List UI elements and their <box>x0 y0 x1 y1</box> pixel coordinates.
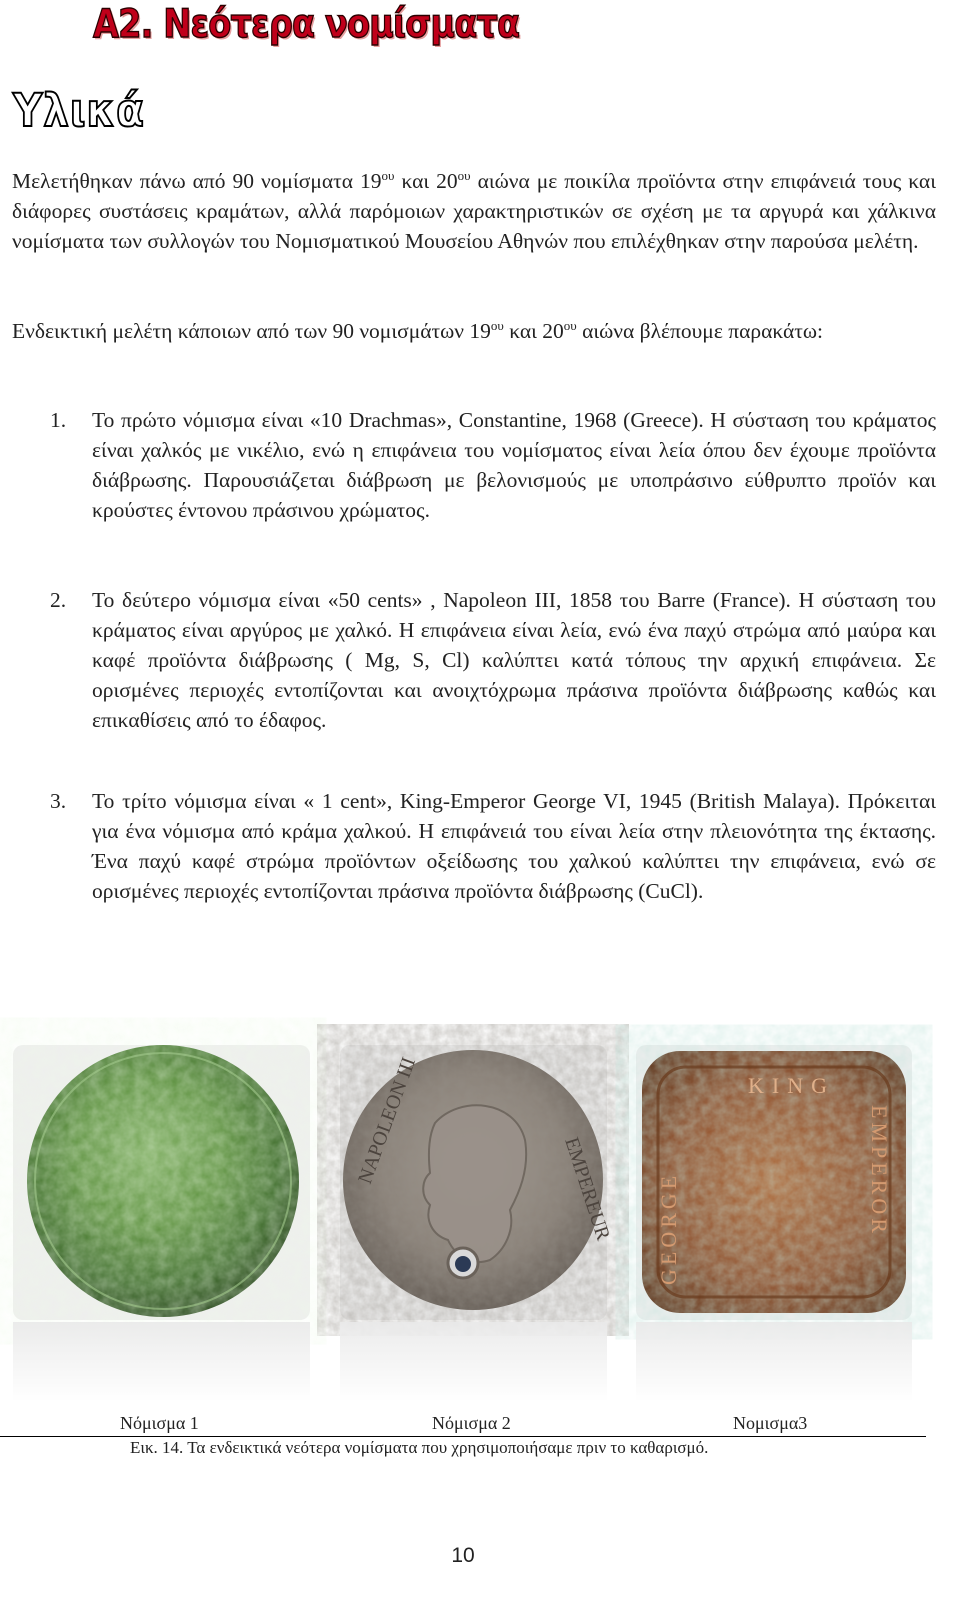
coin-3-legend-top: KING <box>748 1073 835 1098</box>
list-item <box>50 585 936 735</box>
figure-caption: Εικ. 14. Τα ενδεικτικά νεότερα νομίσματα που χρησιμοποιήσαμε πριν το καθαρισμό. <box>130 1438 709 1457</box>
list-number: 3. <box>50 789 67 813</box>
page-number: 10 <box>451 1544 475 1567</box>
intro-paragraph-2: Ενδεικτική μελέτη κάποιων από των 90 νομισμάτων $19^{o\upsilon}$ και $20^{o\upsilon}$ αιώνα βλέπουμε παρακάτω: <box>12 317 824 343</box>
list-item-text: Το τρίτο νόμισμα είναι « 1 cent», King-Emperor George VI, 1945 (British Malaya). Πρόκειται για ένα νόμισμα από κράμα χαλκού. Η επιφάνειά του είναι λεία στην πλειονότητα της έκτασης. Ένα παχύ καφέ στρώμα προϊόντων οξείδωσης του χαλκού καλύπτει την επιφάνεια, ενώ σε ορισμένες περιοχές εντοπίζονται πράσινα προϊόντα διάβρωσης (CuCl). <box>92 789 936 903</box>
coin-2-caption: Νόμισμα 2 <box>432 1413 511 1433</box>
coin-2-legend-right: EMPEREUR <box>560 1134 615 1244</box>
list-item <box>50 786 936 906</box>
list-number: 2. <box>50 588 67 612</box>
list-item <box>50 405 936 525</box>
page-title: A2. Νεότερα νομίσματα <box>93 2 520 47</box>
coin-1-image <box>13 1045 310 1320</box>
coin-3-legend-left: GEORGE <box>656 1171 681 1285</box>
coin-3-reflection <box>636 1322 912 1402</box>
list-item-text: Το δεύτερο νόμισμα είναι «50 cents» , Napoleon III, 1858 του Barre (France). Η σύσταση του κράματος είναι αργύρος με χαλκό. Η επιφάνεια είναι λεία, ενώ ένα παχύ στρώμα από μαύρα και καφέ προϊόντα διάβρωσης ( Mg, S, Cl) καλύπτει κατά τόπους την αρχική επιφάνεια. Σε ορισμένες περιοχές εντοπίζονται και ανοιχτόχρωμα πράσινα προϊόντα διάβρωσης καθώς και επικαθίσεις από το έδαφος. <box>92 588 936 732</box>
coin-3-legend-right: EMPEROR <box>867 1105 892 1237</box>
coin-1-reflection <box>13 1322 310 1402</box>
coin-2-legend-left: NAPOLEON III <box>354 1054 421 1187</box>
coin-3-caption: Νομισμα3 <box>733 1413 808 1433</box>
coin-2-reflection <box>340 1322 607 1402</box>
list-number: 1. <box>50 408 67 432</box>
list-item-text: Το πρώτο νόμισμα είναι «10 Drachmas», Constantine, 1968 (Greece). Η σύσταση του κράματος είναι χαλκός με νικέλιο, ενώ η επιφάνεια του νομίσματος είναι λεία όπου δεν έχουμε προϊόντα διάβρωσης. Παρουσιάζεται διάβρωση με βελονισμούς με υποπράσινο εύθρυπτο προϊόν και κρούστες έντονου πράσινου χρώματος. <box>92 408 936 522</box>
coin-3-image <box>636 1045 912 1320</box>
caption-divider <box>0 1436 926 1437</box>
section-heading: Υλικά <box>13 84 145 137</box>
coin-1-caption: Νόμισμα 1 <box>120 1413 199 1433</box>
coin-2-image <box>340 1045 615 1320</box>
intro-paragraph: Μελετήθηκαν πάνω από 90 νομίσματα $19^{o\upsilon}$ και $20^{o\upsilon}$ αιώνα με ποικίλα προϊόντα στην επιφάνειά τους και διάφορες συστάσεις κραμάτων, αλλά παρόμοιων χαρακτηριστικών σε σχέση με τα αργυρά και χάλκινα νομίσματα των συλλογών του Νομισματικού Μουσείου Αθηνών που επιλέχθηκαν στην παρούσα μελέτη. <box>12 167 936 253</box>
